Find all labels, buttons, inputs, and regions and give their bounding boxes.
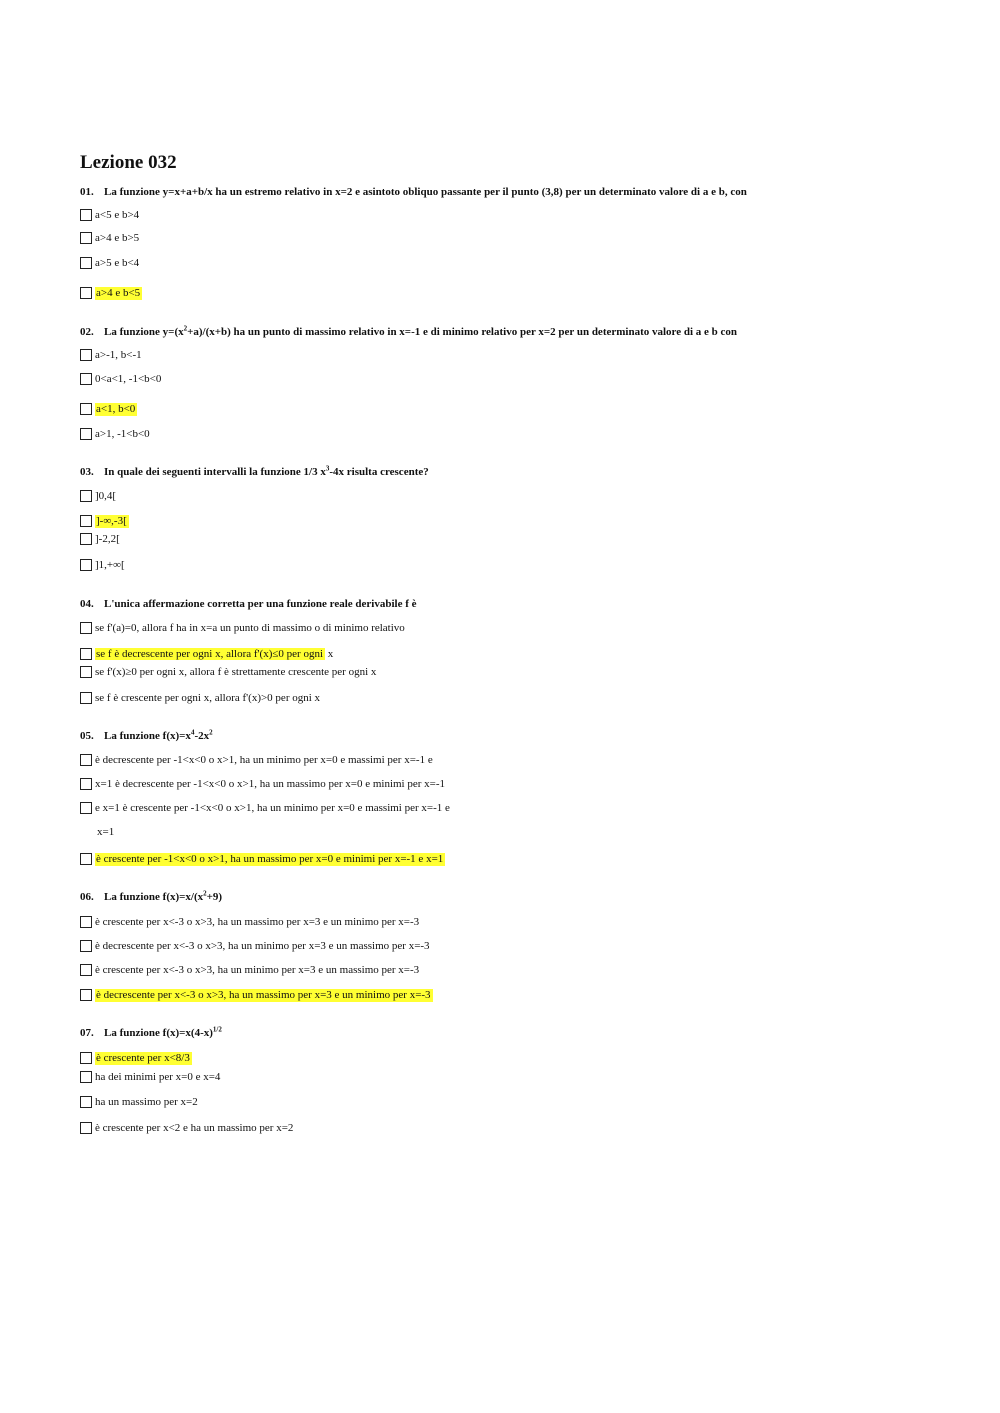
checkbox-icon[interactable] bbox=[80, 428, 92, 440]
checkbox-icon[interactable] bbox=[80, 802, 92, 814]
option-02-c[interactable] bbox=[80, 403, 137, 416]
option-07-a[interactable] bbox=[80, 1052, 192, 1065]
option-continuation: x=1 bbox=[97, 826, 115, 838]
question-04: 04. L'unica affermazione corretta per una funzione reale derivabile f è bbox=[80, 598, 417, 610]
highlighted-answer: è crescente per -1<x<0 o x>1, ha un massimo per x=0 e minimi per x=-1 e x=1 bbox=[96, 853, 444, 865]
checkbox-icon[interactable] bbox=[80, 1122, 92, 1134]
checkbox-icon[interactable] bbox=[80, 349, 92, 361]
checkbox-icon[interactable] bbox=[80, 964, 92, 976]
question-03: 03. In quale dei seguenti intervalli la funzione 1/3 $x^3-4x$ risulta crescente? bbox=[80, 464, 429, 478]
highlighted-answer: se f è decrescente per ogni x, allora f'(x)≤0 per ogni bbox=[96, 648, 324, 660]
checkbox-icon[interactable] bbox=[80, 490, 92, 502]
checkbox-icon[interactable] bbox=[80, 533, 92, 545]
option-06-c[interactable]: è crescente per x<-3 o x>3, ha un minimo per x=3 e un massimo per x=-3 bbox=[80, 964, 419, 977]
checkbox-icon[interactable] bbox=[80, 666, 92, 678]
checkbox-icon[interactable] bbox=[80, 648, 92, 660]
option-04-a[interactable]: se f'(a)=0, allora f ha in x=a un punto di massimo o di minimo relativo bbox=[80, 622, 405, 635]
checkbox-icon[interactable] bbox=[80, 940, 92, 952]
option-02-d[interactable]: a>1, -1<b<0 bbox=[80, 428, 150, 441]
option-06-b[interactable]: è decrescente per x<-3 o x>3, ha un minimo per x=3 e un massimo per x=-3 bbox=[80, 940, 430, 953]
question-01 bbox=[80, 186, 747, 198]
checkbox-icon[interactable] bbox=[80, 692, 92, 704]
option-05-a[interactable]: è decrescente per -1<x<0 o x>1, ha un minimo per x=0 e massimi per x=-1 e bbox=[80, 754, 433, 767]
highlighted-answer: ]-∞,-3[ bbox=[96, 515, 127, 527]
option-03-d[interactable]: ]1,+∞[ bbox=[80, 559, 125, 572]
checkbox-icon[interactable] bbox=[80, 754, 92, 766]
checkbox-icon[interactable] bbox=[80, 287, 92, 299]
option-05-c[interactable]: e x=1 è crescente per -1<x<0 o x>1, ha un minimo per x=0 e massimi per x=-1 e bbox=[80, 802, 450, 815]
checkbox-icon[interactable] bbox=[80, 209, 92, 221]
highlighted-answer: è crescente per x<8/3 bbox=[96, 1052, 190, 1064]
checkbox-icon[interactable] bbox=[80, 559, 92, 571]
question-text: La funzione y=x+a+b/x ha un estremo relativo in x=2 e asintoto obliquo passante per il punto (3,8) per un determinato valore di a e b, con bbox=[104, 186, 747, 198]
checkbox-icon[interactable] bbox=[80, 1096, 92, 1108]
checkbox-icon[interactable] bbox=[80, 1071, 92, 1083]
option-04-c[interactable]: se f'(x)≥0 per ogni x, allora f è strettamente crescente per ogni x bbox=[80, 666, 376, 679]
question-07: 07. La funzione $f(x)=x(4-x)^{1/2}$ bbox=[80, 1025, 222, 1039]
checkbox-icon[interactable] bbox=[80, 622, 92, 634]
checkbox-icon[interactable] bbox=[80, 778, 92, 790]
option-02-a[interactable]: a>-1, b<-1 bbox=[80, 349, 142, 362]
option-07-b[interactable]: ha dei minimi per x=0 e x=4 bbox=[80, 1071, 220, 1084]
highlighted-answer: è decrescente per x<-3 o x>3, ha un massimo per x=3 e un minimo per x=-3 bbox=[96, 989, 431, 1001]
checkbox-icon[interactable] bbox=[80, 403, 92, 415]
option-02-b[interactable]: 0<a<1, -1<b<0 bbox=[80, 373, 161, 386]
highlighted-answer: a>4 e b<5 bbox=[96, 287, 141, 299]
option-01-c[interactable]: a>5 e b<4 bbox=[80, 257, 139, 270]
option-06-d[interactable] bbox=[80, 989, 433, 1002]
question-06: 06. La funzione $f(x)=x/(x^2+9)$ bbox=[80, 889, 223, 903]
checkbox-icon[interactable] bbox=[80, 1052, 92, 1064]
option-07-c[interactable]: ha un massimo per x=2 bbox=[80, 1096, 198, 1109]
option-05-d[interactable] bbox=[80, 853, 445, 866]
option-05-b[interactable]: x=1 è decrescente per -1<x<0 o x>1, ha un massimo per x=0 e minimi per x=-1 bbox=[80, 778, 445, 791]
question-05: 05. La funzione $f(x)=x^4-2x^2$ bbox=[80, 728, 213, 742]
highlighted-answer: a<1, b<0 bbox=[96, 403, 136, 415]
option-04-b[interactable]: se f è decrescente per ogni x, allora f'(x)≤0 per ogni x bbox=[80, 648, 333, 661]
option-03-b[interactable] bbox=[80, 515, 129, 528]
question-02: 02. La funzione $y=(x^2+a)/(x+b)$ ha un punto di massimo relativo in x=-1 e di minimo relativo per x=2 per un determinato valore di a e b con bbox=[80, 324, 738, 338]
option-06-a[interactable]: è crescente per x<-3 o x>3, ha un massimo per x=3 e un minimo per x=-3 bbox=[80, 916, 419, 929]
checkbox-icon[interactable] bbox=[80, 232, 92, 244]
question-number: 01. bbox=[80, 186, 94, 198]
checkbox-icon[interactable] bbox=[80, 257, 92, 269]
option-07-d[interactable]: è crescente per x<2 e ha un massimo per x=2 bbox=[80, 1122, 293, 1135]
checkbox-icon[interactable] bbox=[80, 989, 92, 1001]
option-01-b[interactable]: a>4 e b>5 bbox=[80, 232, 139, 245]
checkbox-icon[interactable] bbox=[80, 853, 92, 865]
option-03-c[interactable]: ]-2,2[ bbox=[80, 533, 120, 546]
option-01-d[interactable] bbox=[80, 287, 142, 300]
option-04-d[interactable]: se f è crescente per ogni x, allora f'(x)>0 per ogni x bbox=[80, 692, 320, 705]
page-title: Lezione 032 bbox=[80, 152, 177, 173]
checkbox-icon[interactable] bbox=[80, 373, 92, 385]
checkbox-icon[interactable] bbox=[80, 515, 92, 527]
option-01-a[interactable]: a<5 e b>4 bbox=[80, 209, 139, 222]
checkbox-icon[interactable] bbox=[80, 916, 92, 928]
option-03-a[interactable]: ]0,4[ bbox=[80, 490, 116, 503]
